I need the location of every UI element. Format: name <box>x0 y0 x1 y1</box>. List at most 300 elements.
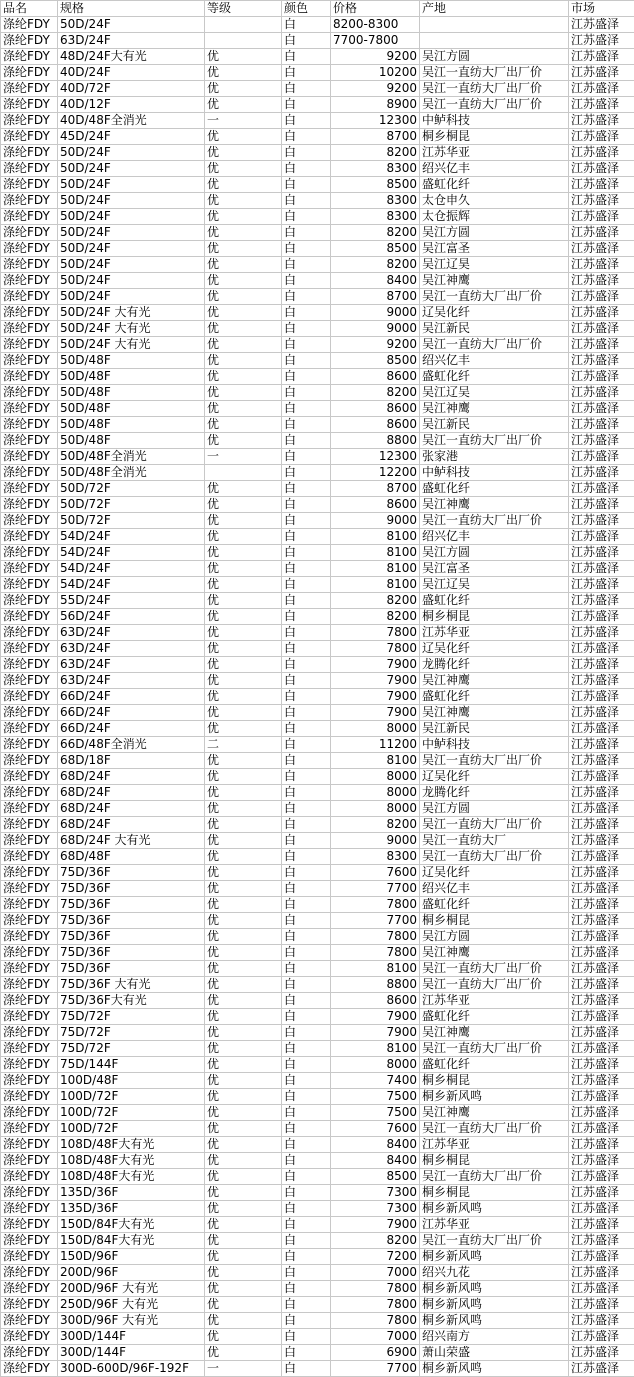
table-row <box>1 465 634 481</box>
table-row <box>1 1329 634 1345</box>
cell-grade: 优 <box>205 1089 282 1105</box>
cell-market: 江苏盛泽 <box>569 1249 634 1265</box>
table-row <box>1 385 634 401</box>
cell-price: 7400 <box>331 1073 420 1089</box>
table-row <box>1 673 634 689</box>
table-row <box>1 1057 634 1073</box>
cell-price: 8200 <box>331 257 420 273</box>
cell-color: 白 <box>282 929 331 945</box>
cell-origin: 绍兴亿丰 <box>420 529 569 545</box>
cell-price: 8200 <box>331 385 420 401</box>
cell-price: 7800 <box>331 1281 420 1297</box>
cell-market: 江苏盛泽 <box>569 673 634 689</box>
cell-price: 9000 <box>331 513 420 529</box>
cell-price: 8500 <box>331 241 420 257</box>
cell-product: 涤纶FDY <box>1 161 58 177</box>
cell-price: 7600 <box>331 1121 420 1137</box>
cell-origin: 吴江一直纺大厂出厂价 <box>420 817 569 833</box>
cell-origin: 吴江方圆 <box>420 49 569 65</box>
cell-origin: 吴江一直纺大厂出厂价 <box>420 753 569 769</box>
table-row <box>1 65 634 81</box>
cell-market: 江苏盛泽 <box>569 385 634 401</box>
cell-spec: 100D/72F <box>58 1105 205 1121</box>
table-row <box>1 625 634 641</box>
cell-product: 涤纶FDY <box>1 1297 58 1313</box>
cell-price: 8200 <box>331 817 420 833</box>
cell-grade: 优 <box>205 1153 282 1169</box>
cell-origin: 吴江神鹰 <box>420 705 569 721</box>
table-body <box>1 17 634 1377</box>
table-row <box>1 737 634 753</box>
cell-color: 白 <box>282 849 331 865</box>
cell-origin: 江苏华亚 <box>420 1137 569 1153</box>
cell-color: 白 <box>282 113 331 129</box>
cell-market: 江苏盛泽 <box>569 577 634 593</box>
cell-color: 白 <box>282 721 331 737</box>
cell-market: 江苏盛泽 <box>569 1169 634 1185</box>
cell-origin: 辽吴化纤 <box>420 641 569 657</box>
cell-spec: 50D/24F <box>58 17 205 33</box>
cell-price: 8500 <box>331 353 420 369</box>
table-row <box>1 289 634 305</box>
cell-price: 7000 <box>331 1265 420 1281</box>
table-row <box>1 1185 634 1201</box>
cell-grade: 优 <box>205 1025 282 1041</box>
cell-spec: 40D/72F <box>58 81 205 97</box>
cell-origin: 吴江一直纺大厂出厂价 <box>420 1121 569 1137</box>
table-row <box>1 609 634 625</box>
cell-grade: 优 <box>205 1313 282 1329</box>
cell-price: 8400 <box>331 1137 420 1153</box>
header-origin: 产地 <box>420 1 569 17</box>
cell-origin: 江苏华亚 <box>420 993 569 1009</box>
cell-grade: 优 <box>205 1121 282 1137</box>
cell-origin: 太仓申久 <box>420 193 569 209</box>
table-row <box>1 753 634 769</box>
cell-color: 白 <box>282 657 331 673</box>
cell-spec: 66D/24F <box>58 689 205 705</box>
cell-product: 涤纶FDY <box>1 273 58 289</box>
cell-market: 江苏盛泽 <box>569 785 634 801</box>
cell-product: 涤纶FDY <box>1 1169 58 1185</box>
cell-price: 12200 <box>331 465 420 481</box>
cell-product: 涤纶FDY <box>1 1361 58 1377</box>
cell-price: 7800 <box>331 897 420 913</box>
cell-market: 江苏盛泽 <box>569 977 634 993</box>
table-header <box>1 1 634 17</box>
cell-market: 江苏盛泽 <box>569 305 634 321</box>
cell-color: 白 <box>282 1265 331 1281</box>
cell-color: 白 <box>282 993 331 1009</box>
cell-price: 12300 <box>331 113 420 129</box>
cell-market: 江苏盛泽 <box>569 1089 634 1105</box>
cell-color: 白 <box>282 177 331 193</box>
cell-origin: 绍兴亿丰 <box>420 353 569 369</box>
cell-market: 江苏盛泽 <box>569 625 634 641</box>
cell-color: 白 <box>282 433 331 449</box>
cell-spec: 75D/36F <box>58 881 205 897</box>
table-row <box>1 1281 634 1297</box>
cell-spec: 75D/36F <box>58 929 205 945</box>
cell-grade: 优 <box>205 193 282 209</box>
cell-product: 涤纶FDY <box>1 113 58 129</box>
cell-spec: 50D/48F全消光 <box>58 449 205 465</box>
cell-grade: 优 <box>205 161 282 177</box>
cell-market: 江苏盛泽 <box>569 1233 634 1249</box>
cell-price: 8100 <box>331 577 420 593</box>
cell-price: 7800 <box>331 929 420 945</box>
cell-spec: 300D/96F 大有光 <box>58 1313 205 1329</box>
cell-product: 涤纶FDY <box>1 33 58 49</box>
cell-spec: 66D/24F <box>58 721 205 737</box>
cell-market: 江苏盛泽 <box>569 161 634 177</box>
cell-product: 涤纶FDY <box>1 401 58 417</box>
table-row <box>1 433 634 449</box>
cell-market: 江苏盛泽 <box>569 993 634 1009</box>
table-row <box>1 209 634 225</box>
cell-grade: 优 <box>205 241 282 257</box>
cell-market: 江苏盛泽 <box>569 1297 634 1313</box>
table-row <box>1 145 634 161</box>
cell-grade: 优 <box>205 1281 282 1297</box>
cell-market: 江苏盛泽 <box>569 945 634 961</box>
table-row <box>1 497 634 513</box>
table-row <box>1 161 634 177</box>
cell-spec: 75D/36F 大有光 <box>58 977 205 993</box>
cell-market: 江苏盛泽 <box>569 145 634 161</box>
cell-spec: 68D/24F <box>58 817 205 833</box>
cell-product: 涤纶FDY <box>1 321 58 337</box>
cell-grade: 优 <box>205 561 282 577</box>
cell-color: 白 <box>282 1361 331 1377</box>
cell-spec: 75D/36F <box>58 897 205 913</box>
cell-origin: 吴江神鹰 <box>420 673 569 689</box>
cell-price: 8100 <box>331 1041 420 1057</box>
cell-market: 江苏盛泽 <box>569 721 634 737</box>
cell-market: 江苏盛泽 <box>569 113 634 129</box>
cell-origin: 中鲈科技 <box>420 737 569 753</box>
cell-color: 白 <box>282 273 331 289</box>
cell-origin: 吴江方圆 <box>420 801 569 817</box>
cell-product: 涤纶FDY <box>1 225 58 241</box>
cell-color: 白 <box>282 321 331 337</box>
cell-color: 白 <box>282 209 331 225</box>
cell-spec: 108D/48F大有光 <box>58 1153 205 1169</box>
cell-market: 江苏盛泽 <box>569 929 634 945</box>
cell-product: 涤纶FDY <box>1 945 58 961</box>
cell-color: 白 <box>282 33 331 49</box>
cell-market: 江苏盛泽 <box>569 689 634 705</box>
cell-product: 涤纶FDY <box>1 721 58 737</box>
cell-color: 白 <box>282 1153 331 1169</box>
table-row <box>1 689 634 705</box>
cell-spec: 50D/24F 大有光 <box>58 337 205 353</box>
table-row <box>1 721 634 737</box>
cell-grade: 优 <box>205 65 282 81</box>
cell-price: 8100 <box>331 529 420 545</box>
cell-grade: 优 <box>205 337 282 353</box>
cell-product: 涤纶FDY <box>1 385 58 401</box>
cell-origin: 吴江一直纺大厂 <box>420 833 569 849</box>
cell-origin: 绍兴亿丰 <box>420 881 569 897</box>
cell-spec: 68D/18F <box>58 753 205 769</box>
cell-price: 9200 <box>331 337 420 353</box>
cell-price: 8300 <box>331 161 420 177</box>
cell-market: 江苏盛泽 <box>569 961 634 977</box>
cell-spec: 75D/36F <box>58 913 205 929</box>
cell-origin: 吴江一直纺大厂出厂价 <box>420 849 569 865</box>
cell-market: 江苏盛泽 <box>569 81 634 97</box>
cell-market: 江苏盛泽 <box>569 609 634 625</box>
table-row <box>1 337 634 353</box>
cell-grade: 优 <box>205 577 282 593</box>
cell-grade: 优 <box>205 97 282 113</box>
cell-market: 江苏盛泽 <box>569 257 634 273</box>
cell-grade: 优 <box>205 849 282 865</box>
cell-product: 涤纶FDY <box>1 769 58 785</box>
cell-grade: 优 <box>205 81 282 97</box>
table-row <box>1 593 634 609</box>
cell-spec: 75D/36F大有光 <box>58 993 205 1009</box>
cell-market: 江苏盛泽 <box>569 1153 634 1169</box>
cell-price: 7300 <box>331 1185 420 1201</box>
table-row <box>1 561 634 577</box>
cell-product: 涤纶FDY <box>1 609 58 625</box>
cell-market: 江苏盛泽 <box>569 1121 634 1137</box>
cell-grade: 优 <box>205 897 282 913</box>
cell-origin: 吴江一直纺大厂出厂价 <box>420 513 569 529</box>
cell-origin: 吴江神鹰 <box>420 1025 569 1041</box>
cell-product: 涤纶FDY <box>1 1073 58 1089</box>
cell-origin: 吴江神鹰 <box>420 273 569 289</box>
cell-market: 江苏盛泽 <box>569 1073 634 1089</box>
cell-color: 白 <box>282 49 331 65</box>
table-row <box>1 769 634 785</box>
cell-color: 白 <box>282 305 331 321</box>
cell-market: 江苏盛泽 <box>569 753 634 769</box>
cell-grade: 优 <box>205 785 282 801</box>
cell-color: 白 <box>282 945 331 961</box>
cell-color: 白 <box>282 1281 331 1297</box>
cell-color: 白 <box>282 17 331 33</box>
cell-color: 白 <box>282 1121 331 1137</box>
cell-grade: 优 <box>205 369 282 385</box>
cell-grade: 优 <box>205 353 282 369</box>
table-row <box>1 1153 634 1169</box>
table-row <box>1 977 634 993</box>
cell-product: 涤纶FDY <box>1 353 58 369</box>
cell-price: 9000 <box>331 305 420 321</box>
cell-price: 8500 <box>331 177 420 193</box>
cell-product: 涤纶FDY <box>1 801 58 817</box>
cell-spec: 50D/24F <box>58 273 205 289</box>
cell-market: 江苏盛泽 <box>569 1105 634 1121</box>
cell-spec: 50D/48F <box>58 369 205 385</box>
cell-market: 江苏盛泽 <box>569 369 634 385</box>
header-spec: 规格 <box>58 1 205 17</box>
cell-color: 白 <box>282 1217 331 1233</box>
cell-market: 江苏盛泽 <box>569 273 634 289</box>
cell-price: 8700 <box>331 289 420 305</box>
cell-product: 涤纶FDY <box>1 1089 58 1105</box>
cell-product: 涤纶FDY <box>1 961 58 977</box>
cell-spec: 150D/96F <box>58 1249 205 1265</box>
cell-market: 江苏盛泽 <box>569 321 634 337</box>
cell-price: 8200-8300 <box>331 17 420 33</box>
cell-product: 涤纶FDY <box>1 1217 58 1233</box>
cell-market: 江苏盛泽 <box>569 481 634 497</box>
cell-color: 白 <box>282 1185 331 1201</box>
cell-product: 涤纶FDY <box>1 785 58 801</box>
cell-price: 8800 <box>331 433 420 449</box>
cell-price: 8100 <box>331 545 420 561</box>
cell-origin: 盛虹化纤 <box>420 1009 569 1025</box>
cell-origin: 盛虹化纤 <box>420 593 569 609</box>
cell-origin: 吴江辽吴 <box>420 385 569 401</box>
table-row <box>1 1345 634 1361</box>
cell-product: 涤纶FDY <box>1 1025 58 1041</box>
cell-color: 白 <box>282 577 331 593</box>
table-row <box>1 1137 634 1153</box>
cell-product: 涤纶FDY <box>1 865 58 881</box>
cell-color: 白 <box>282 1345 331 1361</box>
table-row <box>1 177 634 193</box>
cell-product: 涤纶FDY <box>1 465 58 481</box>
cell-price: 7900 <box>331 1009 420 1025</box>
table-row <box>1 1201 634 1217</box>
table-row <box>1 545 634 561</box>
cell-color: 白 <box>282 705 331 721</box>
cell-color: 白 <box>282 1025 331 1041</box>
cell-product: 涤纶FDY <box>1 977 58 993</box>
cell-color: 白 <box>282 913 331 929</box>
cell-color: 白 <box>282 1041 331 1057</box>
cell-origin: 吴江一直纺大厂出厂价 <box>420 81 569 97</box>
cell-grade <box>205 465 282 481</box>
cell-color: 白 <box>282 257 331 273</box>
cell-price: 8800 <box>331 977 420 993</box>
cell-grade: 优 <box>205 625 282 641</box>
header-price: 价格 <box>331 1 420 17</box>
cell-product: 涤纶FDY <box>1 545 58 561</box>
table-row <box>1 225 634 241</box>
cell-market: 江苏盛泽 <box>569 433 634 449</box>
cell-product: 涤纶FDY <box>1 145 58 161</box>
cell-origin <box>420 17 569 33</box>
cell-spec: 250D/96F 大有光 <box>58 1297 205 1313</box>
cell-grade: 优 <box>205 593 282 609</box>
cell-spec: 63D/24F <box>58 657 205 673</box>
cell-grade: 优 <box>205 289 282 305</box>
table-row <box>1 657 634 673</box>
cell-product: 涤纶FDY <box>1 81 58 97</box>
cell-spec: 68D/24F 大有光 <box>58 833 205 849</box>
cell-spec: 68D/24F <box>58 785 205 801</box>
cell-grade: 优 <box>205 545 282 561</box>
cell-market: 江苏盛泽 <box>569 1313 634 1329</box>
cell-grade: 优 <box>205 1137 282 1153</box>
cell-spec: 55D/24F <box>58 593 205 609</box>
cell-market: 江苏盛泽 <box>569 513 634 529</box>
cell-color: 白 <box>282 833 331 849</box>
cell-product: 涤纶FDY <box>1 1009 58 1025</box>
cell-market: 江苏盛泽 <box>569 177 634 193</box>
cell-market: 江苏盛泽 <box>569 801 634 817</box>
cell-origin: 吴江一直纺大厂出厂价 <box>420 289 569 305</box>
table-row <box>1 993 634 1009</box>
cell-price: 7000 <box>331 1329 420 1345</box>
cell-color: 白 <box>282 641 331 657</box>
cell-grade: 优 <box>205 1041 282 1057</box>
cell-product: 涤纶FDY <box>1 1313 58 1329</box>
table-row <box>1 577 634 593</box>
cell-grade: 优 <box>205 689 282 705</box>
cell-price: 8000 <box>331 785 420 801</box>
cell-market: 江苏盛泽 <box>569 737 634 753</box>
cell-grade: 优 <box>205 801 282 817</box>
cell-product: 涤纶FDY <box>1 449 58 465</box>
table-row <box>1 817 634 833</box>
header-product: 品名 <box>1 1 58 17</box>
table-row <box>1 1025 634 1041</box>
cell-price: 8200 <box>331 145 420 161</box>
cell-market: 江苏盛泽 <box>569 193 634 209</box>
cell-grade: 优 <box>205 721 282 737</box>
cell-origin: 吴江一直纺大厂出厂价 <box>420 337 569 353</box>
cell-origin: 盛虹化纤 <box>420 1057 569 1073</box>
cell-price: 8500 <box>331 1169 420 1185</box>
cell-product: 涤纶FDY <box>1 1345 58 1361</box>
cell-origin: 吴江方圆 <box>420 225 569 241</box>
cell-color: 白 <box>282 609 331 625</box>
cell-spec: 50D/24F <box>58 177 205 193</box>
cell-origin: 绍兴九花 <box>420 1265 569 1281</box>
cell-color: 白 <box>282 65 331 81</box>
cell-price: 8300 <box>331 209 420 225</box>
cell-origin: 吴江富圣 <box>420 561 569 577</box>
cell-product: 涤纶FDY <box>1 593 58 609</box>
cell-origin: 盛虹化纤 <box>420 897 569 913</box>
cell-price: 8100 <box>331 961 420 977</box>
cell-origin: 桐乡新风鸣 <box>420 1313 569 1329</box>
cell-price: 8100 <box>331 561 420 577</box>
table-row <box>1 305 634 321</box>
cell-grade: 优 <box>205 1297 282 1313</box>
cell-product: 涤纶FDY <box>1 673 58 689</box>
cell-product: 涤纶FDY <box>1 177 58 193</box>
cell-color: 白 <box>282 865 331 881</box>
cell-origin: 盛虹化纤 <box>420 369 569 385</box>
cell-grade: 优 <box>205 129 282 145</box>
cell-origin: 桐乡桐昆 <box>420 1185 569 1201</box>
cell-price: 7900 <box>331 673 420 689</box>
cell-spec: 50D/48F <box>58 433 205 449</box>
cell-market: 江苏盛泽 <box>569 1137 634 1153</box>
table-row <box>1 1105 634 1121</box>
cell-price: 7700 <box>331 1361 420 1377</box>
cell-color: 白 <box>282 145 331 161</box>
cell-color: 白 <box>282 673 331 689</box>
cell-grade: 一 <box>205 449 282 465</box>
cell-color: 白 <box>282 465 331 481</box>
cell-color: 白 <box>282 593 331 609</box>
cell-market: 江苏盛泽 <box>569 545 634 561</box>
cell-product: 涤纶FDY <box>1 337 58 353</box>
cell-color: 白 <box>282 1249 331 1265</box>
cell-grade <box>205 17 282 33</box>
table-row <box>1 961 634 977</box>
cell-origin: 桐乡新风鸣 <box>420 1201 569 1217</box>
